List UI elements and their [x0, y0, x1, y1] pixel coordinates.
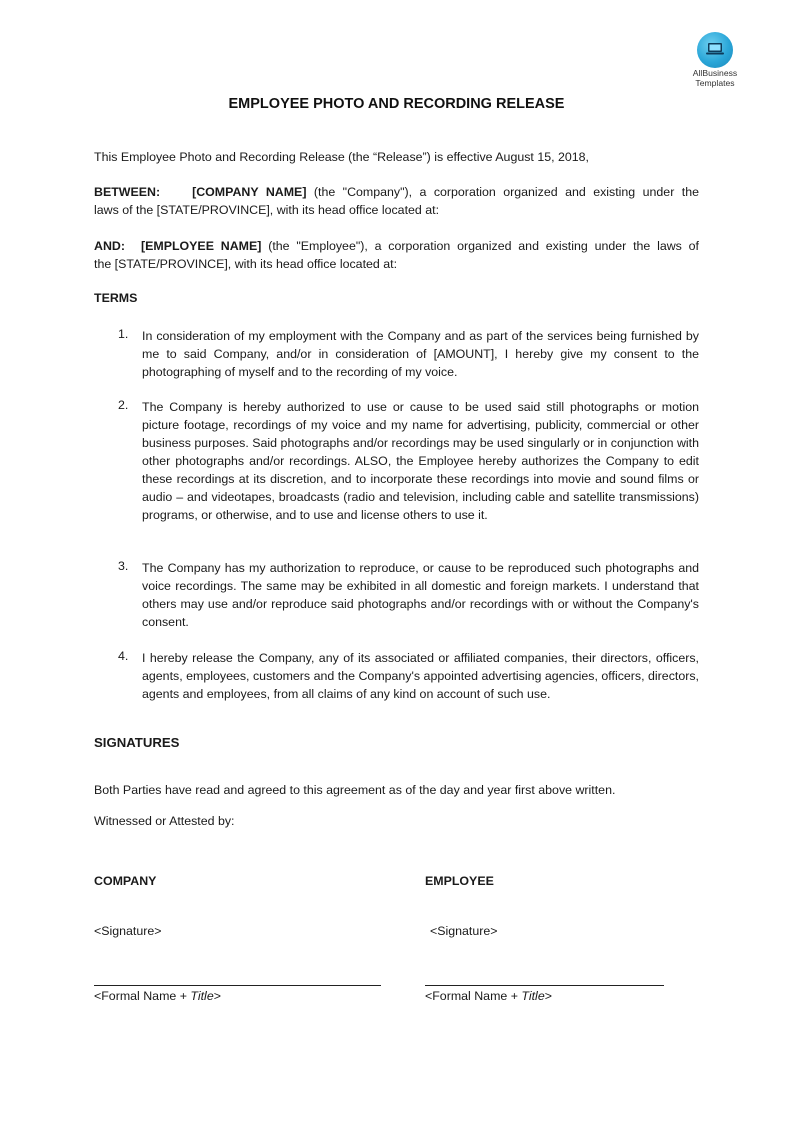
list-item-text: The Company has my authorization to reproduce, or cause to be reproduced such photographs and voice recordings. The same may be exhibited in all domestic and foreign markets. I understand that others may use and/or reproduce said photographs and/or recordings with or without the Company's consent.: [142, 561, 699, 629]
list-item-text: In consideration of my employment with the Company and as part of the services being furnished by me to said Company, and/or in consideration of [AMOUNT], I hereby give my consent to the photographing of myself and to the recording of my voice.: [142, 329, 699, 379]
list-item-number: 2.: [118, 398, 129, 412]
and-clause: [94, 237, 699, 273]
and-line-1: [94, 237, 699, 255]
terms-heading: TERMS: [94, 291, 138, 305]
company-formal-name-text: <Formal Name +: [94, 989, 191, 1003]
witness-statement: Witnessed or Attested by:: [94, 814, 235, 828]
employee-name-placeholder: [EMPLOYEE NAME]: [140, 239, 262, 253]
signatures-heading: SIGNATURES: [94, 735, 180, 750]
company-signature-label: COMPANY: [94, 874, 157, 888]
company-title-word: Title: [190, 989, 214, 1003]
company-name-placeholder: [COMPANY NAME]: [192, 185, 307, 199]
agreement-statement: Both Parties have read and agreed to this agreement as of the day and year first above written.: [94, 783, 616, 797]
intro-paragraph: This Employee Photo and Recording Release (the “Release”) is effective August 15, 2018,: [94, 150, 589, 164]
between-label: BETWEEN:: [94, 185, 161, 199]
employee-signature-placeholder: <Signature>: [430, 924, 498, 938]
list-item-text: I hereby release the Company, any of its associated or affiliated companies, their directors, officers, agents, employees, customers and the Company's appointed advertising agencies, officers, directors, agents and employees, from all claims of any kind on account of such use.: [142, 651, 699, 701]
employee-formal-close: >: [544, 989, 552, 1003]
employee-signature-line: [425, 985, 664, 986]
company-formal-name: [94, 989, 221, 1003]
list-item-number: 3.: [118, 559, 129, 573]
between-clause: [94, 183, 699, 219]
employee-title-word: Title: [521, 989, 545, 1003]
company-signature-placeholder: <Signature>: [94, 924, 162, 938]
and-line-1-text: (the "Employee"), a corporation organized and existing under the laws of: [268, 239, 700, 253]
brand-logo: [684, 30, 746, 88]
laptop-icon: [697, 32, 733, 68]
and-line-2: the [STATE/PROVINCE], with its head office located at:: [94, 257, 398, 271]
company-signature-line: [94, 985, 381, 986]
company-formal-close: >: [213, 989, 221, 1003]
document-title: EMPLOYEE PHOTO AND RECORDING RELEASE: [228, 96, 565, 112]
employee-signature-label: EMPLOYEE: [425, 874, 494, 888]
between-line-1-text: (the "Company"), a corporation organized and existing under the: [313, 185, 699, 199]
employee-formal-name-text: <Formal Name +: [425, 989, 522, 1003]
logo-line-2: Templates: [695, 78, 735, 88]
and-label: AND:: [94, 239, 125, 253]
list-item-text: The Company is hereby authorized to use or cause to be used said still photographs or motion picture footage, recordings of my voice and my name for advertising, publicity, commercial or other business purposes. Said photographs and/or recordings may be used singularly or in conjunction with other photographs and/or recordings. ALSO, the Employee hereby authorizes the Company to edit these recordings at its discretion, and to incorporate these recordings into movie and sound films or audio – and videotapes, broadcasts (radio and television, including cable and satellite transmissions) programs, or otherwise, and to use and license others to use it.: [142, 400, 699, 522]
list-item-number: 4.: [118, 649, 129, 663]
between-line-1: [94, 183, 699, 201]
employee-formal-name: [425, 989, 552, 1003]
list-item-number: 1.: [118, 327, 129, 341]
between-line-2: laws of the [STATE/PROVINCE], with its head office located at:: [94, 203, 440, 217]
logo-line-1: AllBusiness: [692, 68, 738, 78]
